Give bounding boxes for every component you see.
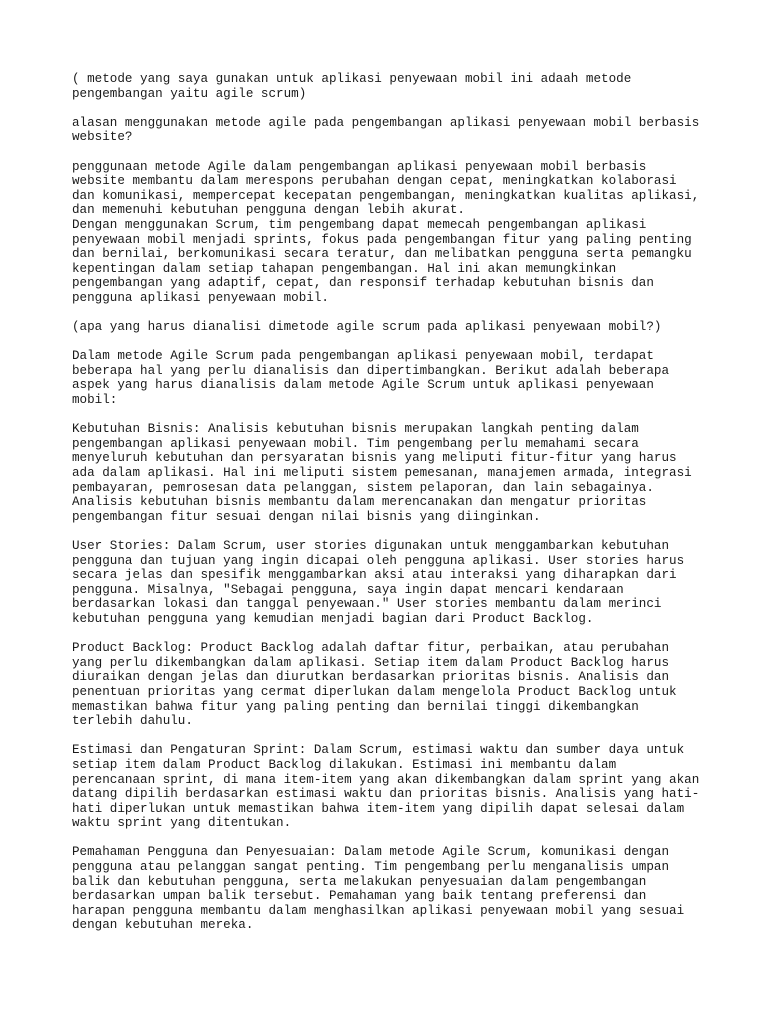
text-line: terlebih dahulu. (72, 714, 193, 729)
paragraph (72, 422, 712, 524)
text-line: dan bernilai, berkomunikasi secara teratur, dan melibatkan pengguna serta pemangku (72, 247, 692, 262)
text-line: pengguna aplikasi penyewaan mobil. (72, 290, 329, 305)
text-line: ada dalam aplikasi. Hal ini meliputi sistem pemesanan, manajemen armada, integrasi (72, 466, 692, 481)
document-page (72, 72, 712, 933)
text-line: penentuan prioritas yang cermat diperlukan dalam mengelola Product Backlog untuk (72, 684, 677, 699)
text-line: website membantu dalam merespons perubahan dengan cepat, meningkatkan kolaborasi (72, 174, 677, 189)
text-line: hati diperlukan untuk memastikan bahwa item-item yang dipilih dapat selesai dalam (72, 801, 685, 816)
text-line: beberapa hal yang perlu dianalisis dan dipertimbangkan. Berikut adalah beberapa (72, 363, 670, 378)
text-line: pengembangan aplikasi penyewaan mobil. Tim pengembang perlu memahami secara (72, 436, 639, 451)
text-line: setiap item dalam Product Backlog dilakukan. Estimasi ini membantu dalam (72, 757, 617, 772)
text-line: kepentingan dalam setiap tahapan pengembangan. Hal ini akan memungkinkan (72, 261, 617, 276)
text-line: mobil: (72, 393, 118, 408)
paragraph (72, 845, 712, 933)
text-line: alasan menggunakan metode agile pada pengembangan aplikasi penyewaan mobil berbasis (72, 115, 700, 130)
text-line: Estimasi dan Pengaturan Sprint: Dalam Scrum, estimasi waktu dan sumber daya untuk (72, 743, 685, 758)
text-line: secara jelas dan spesifik menggambarkan aksi atau interaksi yang diharapkan dari (72, 568, 677, 583)
text-line: User Stories: Dalam Scrum, user stories digunakan untuk menggambarkan kebutuhan (72, 539, 670, 553)
text-line: perencanaan sprint, di mana item-item yang akan dikembangkan dalam sprint yang akan (72, 772, 700, 787)
text-line: pengembangan yaitu agile scrum) (72, 86, 307, 101)
paragraph (72, 320, 712, 335)
paragraph (72, 160, 712, 306)
text-line: website? (72, 130, 133, 145)
text-line: waktu sprint yang ditentukan. (72, 816, 292, 831)
text-line: Dengan menggunakan Scrum, tim pengembang dapat memecah pengembangan aplikasi (72, 217, 647, 232)
text-line: pengguna atau pelanggan sangat penting. Tim pengembang perlu menganalisis umpan (72, 860, 670, 875)
text-line: pengguna. Misalnya, "Sebagai pengguna, saya ingin dapat mencari kendaraan (72, 582, 624, 597)
text-line: datang dipilih berdasarkan estimasi waktu dan prioritas bisnis. Analisis yang hati- (72, 787, 700, 802)
text-line: harapan pengguna membantu dalam menghasilkan aplikasi penyewaan mobil yang sesuai (72, 903, 685, 918)
text-line: pengembangan fitur sesuai dengan nilai bisnis yang diinginkan. (72, 509, 541, 524)
paragraph (72, 539, 712, 627)
text-line: dengan kebutuhan mereka. (72, 918, 254, 933)
text-line: penyewaan mobil menjadi sprints, fokus pada pengembangan fitur yang paling penting (72, 232, 692, 247)
text-line: berdasarkan lokasi dan tanggal penyewaan." User stories membantu dalam merinci (72, 597, 662, 612)
text-line: aspek yang harus dianalisis dalam metode Agile Scrum untuk aplikasi penyewaan (72, 378, 654, 393)
paragraph (72, 349, 712, 407)
text-line: Dalam metode Agile Scrum pada pengembangan aplikasi penyewaan mobil, terdapat (72, 349, 654, 364)
paragraph (72, 116, 712, 145)
text-line: diuraikan dengan jelas dan diurutkan berdasarkan prioritas bisnis. Analisis dan (72, 670, 670, 685)
text-line: dan memenuhi kebutuhan pengguna dengan lebih akurat. (72, 203, 465, 218)
text-line: penggunaan metode Agile dalam pengembangan aplikasi penyewaan mobil berbasis (72, 159, 647, 174)
text-line: Kebutuhan Bisnis: Analisis kebutuhan bisnis merupakan langkah penting dalam (72, 422, 639, 437)
paragraph (72, 743, 712, 831)
paragraph (72, 641, 712, 729)
text-line: Product Backlog: Product Backlog adalah daftar fitur, perbaikan, atau perubahan (72, 641, 670, 656)
text-line: kebutuhan pengguna yang kemudian menjadi bagian dari Product Backlog. (72, 611, 594, 626)
paragraph (72, 72, 712, 101)
text-line: (apa yang harus dianalisi dimetode agile scrum pada aplikasi penyewaan mobil?) (72, 320, 662, 335)
text-line: pengguna dan tujuan yang ingin dicapai oleh pengguna aplikasi. User stories harus (72, 553, 685, 568)
text-line: Pemahaman Pengguna dan Penyesuaian: Dalam metode Agile Scrum, komunikasi dengan (72, 845, 670, 860)
text-line: balik dan kebutuhan pengguna, serta melakukan penyesuaian dalam pengembangan (72, 874, 647, 889)
text-line: ( metode yang saya gunakan untuk aplikasi penyewaan mobil ini adaah metode (72, 72, 632, 86)
text-line: yang perlu dikembangkan dalam aplikasi. Setiap item dalam Product Backlog harus (72, 655, 670, 670)
text-line: menyeluruh kebutuhan dan persyaratan bisnis yang meliputi fitur-fitur yang harus (72, 451, 677, 466)
text-line: memastikan bahwa fitur yang paling penting dan bernilai tinggi dikembangkan (72, 699, 639, 714)
text-line: berdasarkan umpan balik tersebut. Pemahaman yang baik tentang preferensi dan (72, 889, 647, 904)
text-line: dan komunikasi, mempercepat kecepatan pengembangan, meningkatkan kualitas aplikasi, (72, 188, 700, 203)
text-line: pengembangan yang adaptif, cepat, dan responsif terhadap kebutuhan bisnis dan (72, 276, 654, 291)
text-line: Analisis kebutuhan bisnis membantu dalam merencanakan dan mengatur prioritas (72, 495, 647, 510)
text-line: pembayaran, pemrosesan data pelanggan, sistem pelaporan, dan lain sebagainya. (72, 480, 654, 495)
